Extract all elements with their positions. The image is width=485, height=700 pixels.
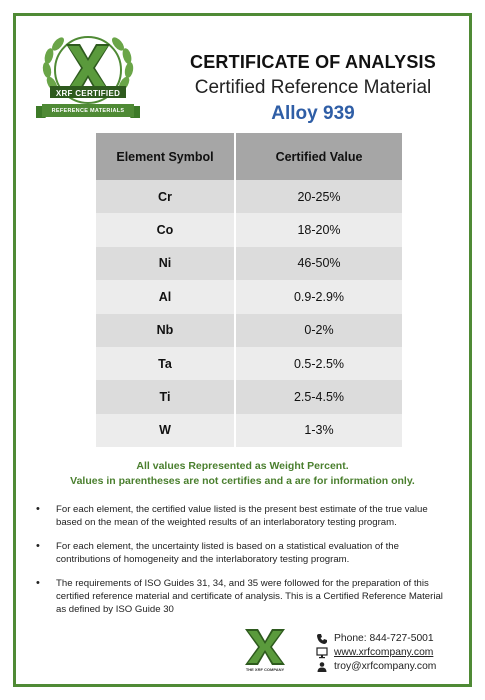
website-row — [314, 646, 464, 660]
column-header-element: Element Symbol — [96, 133, 235, 180]
contact-info — [314, 632, 464, 674]
table-row — [96, 314, 402, 347]
alloy-name: Alloy 939 — [271, 103, 355, 124]
page-title: CERTIFICATE OF ANALYSIS — [190, 52, 436, 72]
certified-value: 0.9-2.9% — [235, 280, 402, 313]
element-symbol: Ni — [96, 247, 235, 280]
logo-ribbon-text: REFERENCE MATERIALS — [51, 108, 125, 114]
list-item — [30, 540, 450, 566]
table-row — [96, 247, 402, 280]
page-subtitle: Certified Reference Material — [194, 77, 432, 98]
element-symbol: Al — [96, 280, 235, 313]
certified-value: 2.5-4.5% — [235, 380, 402, 413]
list-item — [30, 503, 450, 529]
table-header-row — [96, 133, 402, 180]
bullet-text: For each element, the certified value listed is the present best estimate of the true value based on the mean of the weighted results of an interlaboratory testing program. — [56, 504, 428, 528]
table-row — [96, 280, 402, 313]
certified-value: 0-2% — [235, 314, 402, 347]
email-address[interactable]: troy@xrfcompany.com — [334, 661, 437, 672]
weight-percent-note: All values Represented as Weight Percent. — [136, 460, 349, 472]
footer-logo-caption: THE XRF COMPANY — [245, 667, 285, 672]
element-symbol: W — [96, 414, 235, 447]
website-link[interactable]: www.xrfcompany.com — [334, 647, 434, 658]
table-row — [96, 180, 402, 213]
element-symbol: Co — [96, 213, 235, 246]
email-row — [314, 660, 464, 674]
table-row — [96, 414, 402, 447]
list-item — [30, 577, 450, 616]
table-row — [96, 347, 402, 380]
table-row — [96, 213, 402, 246]
phone-row — [314, 632, 464, 646]
element-symbol: Nb — [96, 314, 235, 347]
element-symbol: Ta — [96, 347, 235, 380]
column-header-value: Certified Value — [235, 133, 402, 180]
element-symbol: Cr — [96, 180, 235, 213]
xrf-certified-logo — [32, 22, 144, 128]
xrf-logo-icon — [241, 627, 289, 667]
certified-value: 20-25% — [235, 180, 402, 213]
bullet-icon: • — [36, 540, 40, 552]
bullet-text: The requirements of ISO Guides 31, 34, and 35 were followed for the preparation of this certified reference material and certificate of analysis. This is a Certified Reference Material as defined by ISO Guide 30 — [56, 578, 443, 615]
certified-value: 18-20% — [235, 213, 402, 246]
certified-value: 1-3% — [235, 414, 402, 447]
certified-value: 46-50% — [235, 247, 402, 280]
bullet-text: For each element, the uncertainty listed is based on a statistical evaluation of the contributions of homogeneity and the interlaboratory testing program. — [56, 541, 399, 565]
bullet-icon: • — [36, 503, 40, 515]
certified-values-table — [96, 133, 402, 447]
footer-logo — [241, 627, 289, 673]
certified-value: 0.5-2.5% — [235, 347, 402, 380]
phone-icon — [316, 633, 328, 645]
element-symbol: Ti — [96, 380, 235, 413]
bullet-icon: • — [36, 577, 40, 589]
monitor-icon — [316, 647, 328, 659]
phone-number: Phone: 844-727-5001 — [334, 633, 434, 644]
table-row — [96, 380, 402, 413]
bullet-list — [30, 503, 450, 616]
person-icon — [316, 661, 328, 673]
logo-certified-text: XRF CERTIFIED — [55, 89, 121, 98]
parentheses-note: Values in parentheses are not certifies and a are for information only. — [70, 475, 415, 487]
header — [168, 52, 458, 125]
